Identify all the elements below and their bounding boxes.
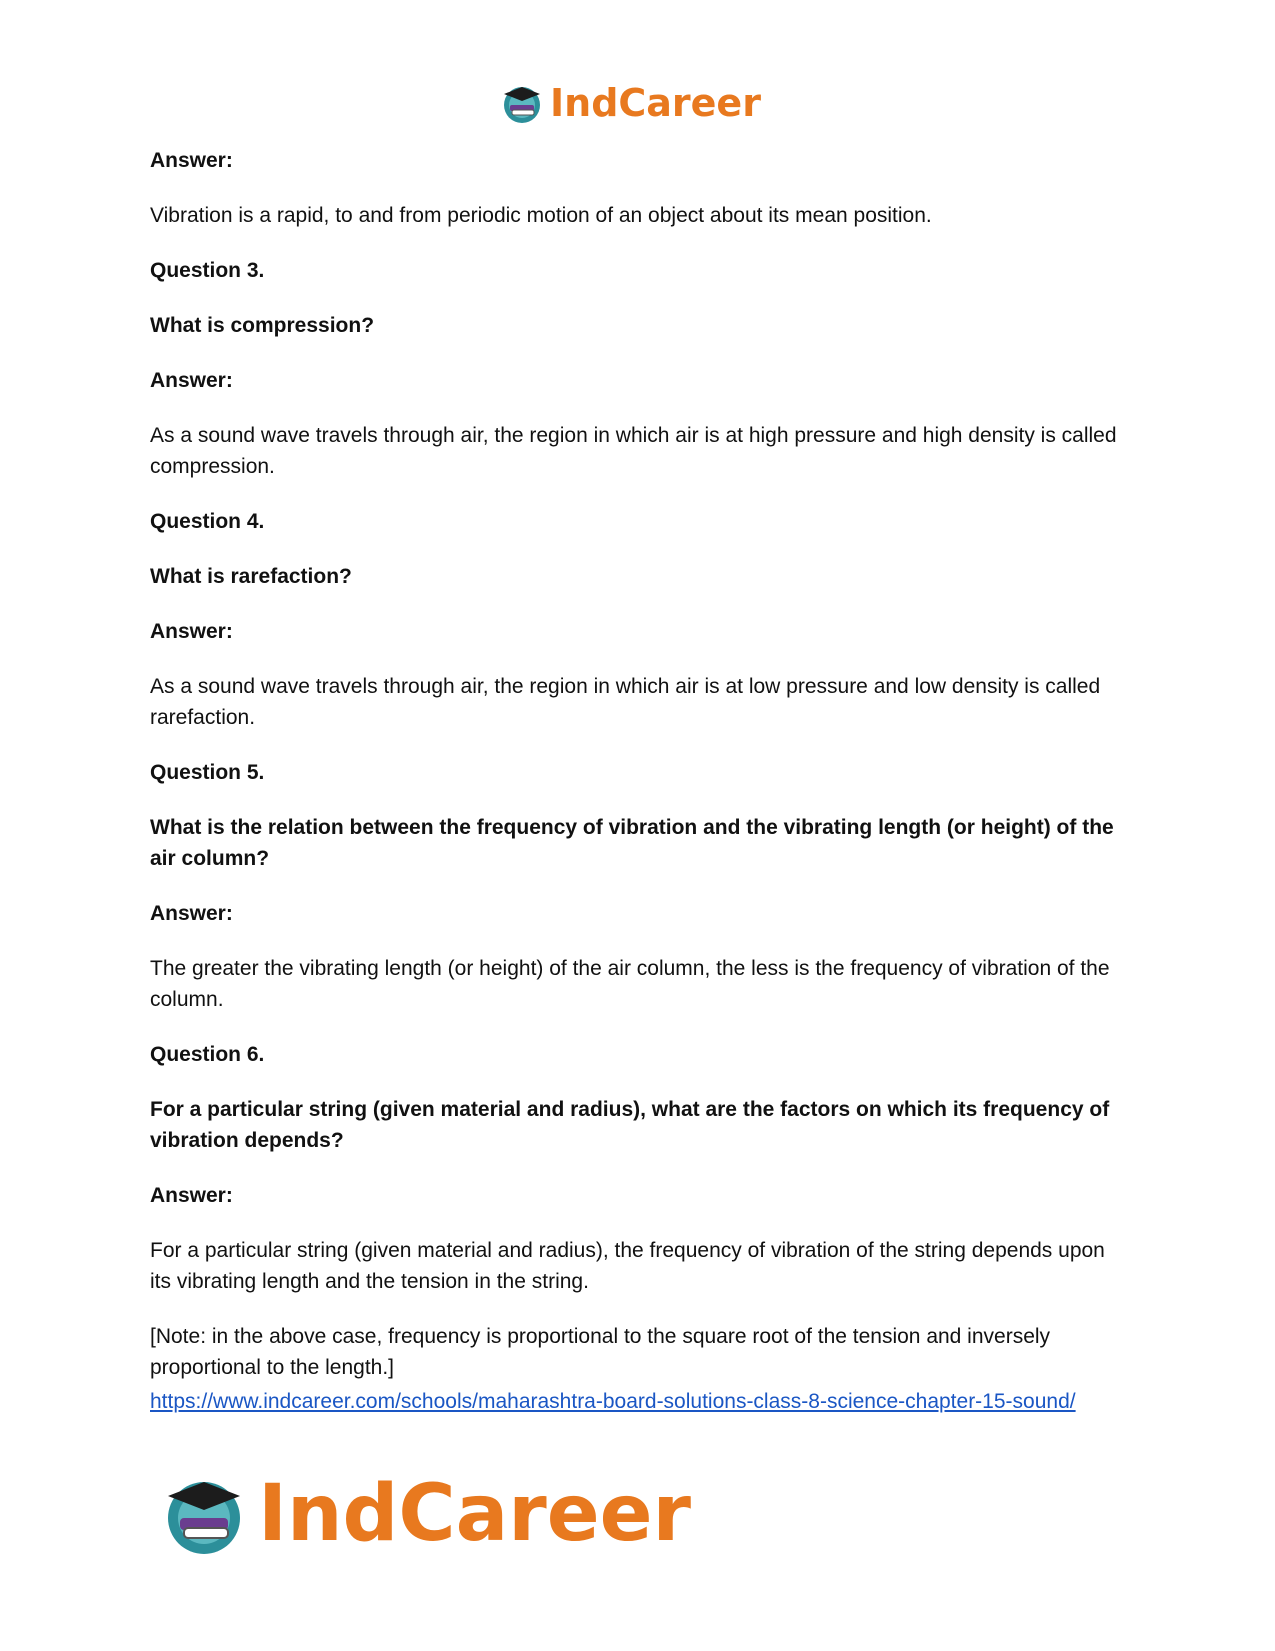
logo-wordmark: IndCareer [550,81,761,125]
question-number: Question 6. [150,1043,265,1066]
indcareer-logo-bottom [160,1468,691,1560]
note-text: [Note: in the above case, frequency is proportional to the square root of the tension and inversely proportional to the length.] [150,1325,1051,1379]
indcareer-logo-top [500,80,761,126]
answer-text: Vibration is a rapid, to and from periodic motion of an object about its mean position. [150,204,932,227]
answer-text: For a particular string (given material and radius), the frequency of vibration of the string depends upon its vibrating length and the tension in the string. [150,1239,1105,1293]
question-text: What is the relation between the frequency of vibration and the vibrating length (or height) of the air column? [150,816,1114,870]
logo-wordmark: IndCareer [258,1469,691,1559]
question-number: Question 3. [150,259,265,282]
answer-label: Answer: [150,369,233,392]
source-link[interactable]: https://www.indcareer.com/schools/maharashtra-board-solutions-class-8-science-chapter-15-sound/ [150,1390,1076,1413]
answer-text: The greater the vibrating length (or height) of the air column, the less is the frequency of vibration of the column. [150,957,1110,1011]
question-text: For a particular string (given material and radius), what are the factors on which its frequency of vibration depends? [150,1098,1110,1152]
answer-label: Answer: [150,620,233,643]
graduation-cap-globe-icon [160,1470,248,1558]
answer-label: Answer: [150,1184,233,1207]
document-body [150,145,1130,1419]
answer-label: Answer: [150,149,233,172]
answer-label: Answer: [150,902,233,925]
answer-text: As a sound wave travels through air, the region in which air is at low pressure and low density is called rarefaction. [150,675,1101,729]
question-text: What is rarefaction? [150,565,352,588]
question-text: What is compression? [150,314,375,337]
question-number: Question 5. [150,761,265,784]
graduation-cap-globe-icon [500,81,544,125]
answer-text: As a sound wave travels through air, the region in which air is at high pressure and high density is called compression. [150,424,1117,478]
question-number: Question 4. [150,510,265,533]
